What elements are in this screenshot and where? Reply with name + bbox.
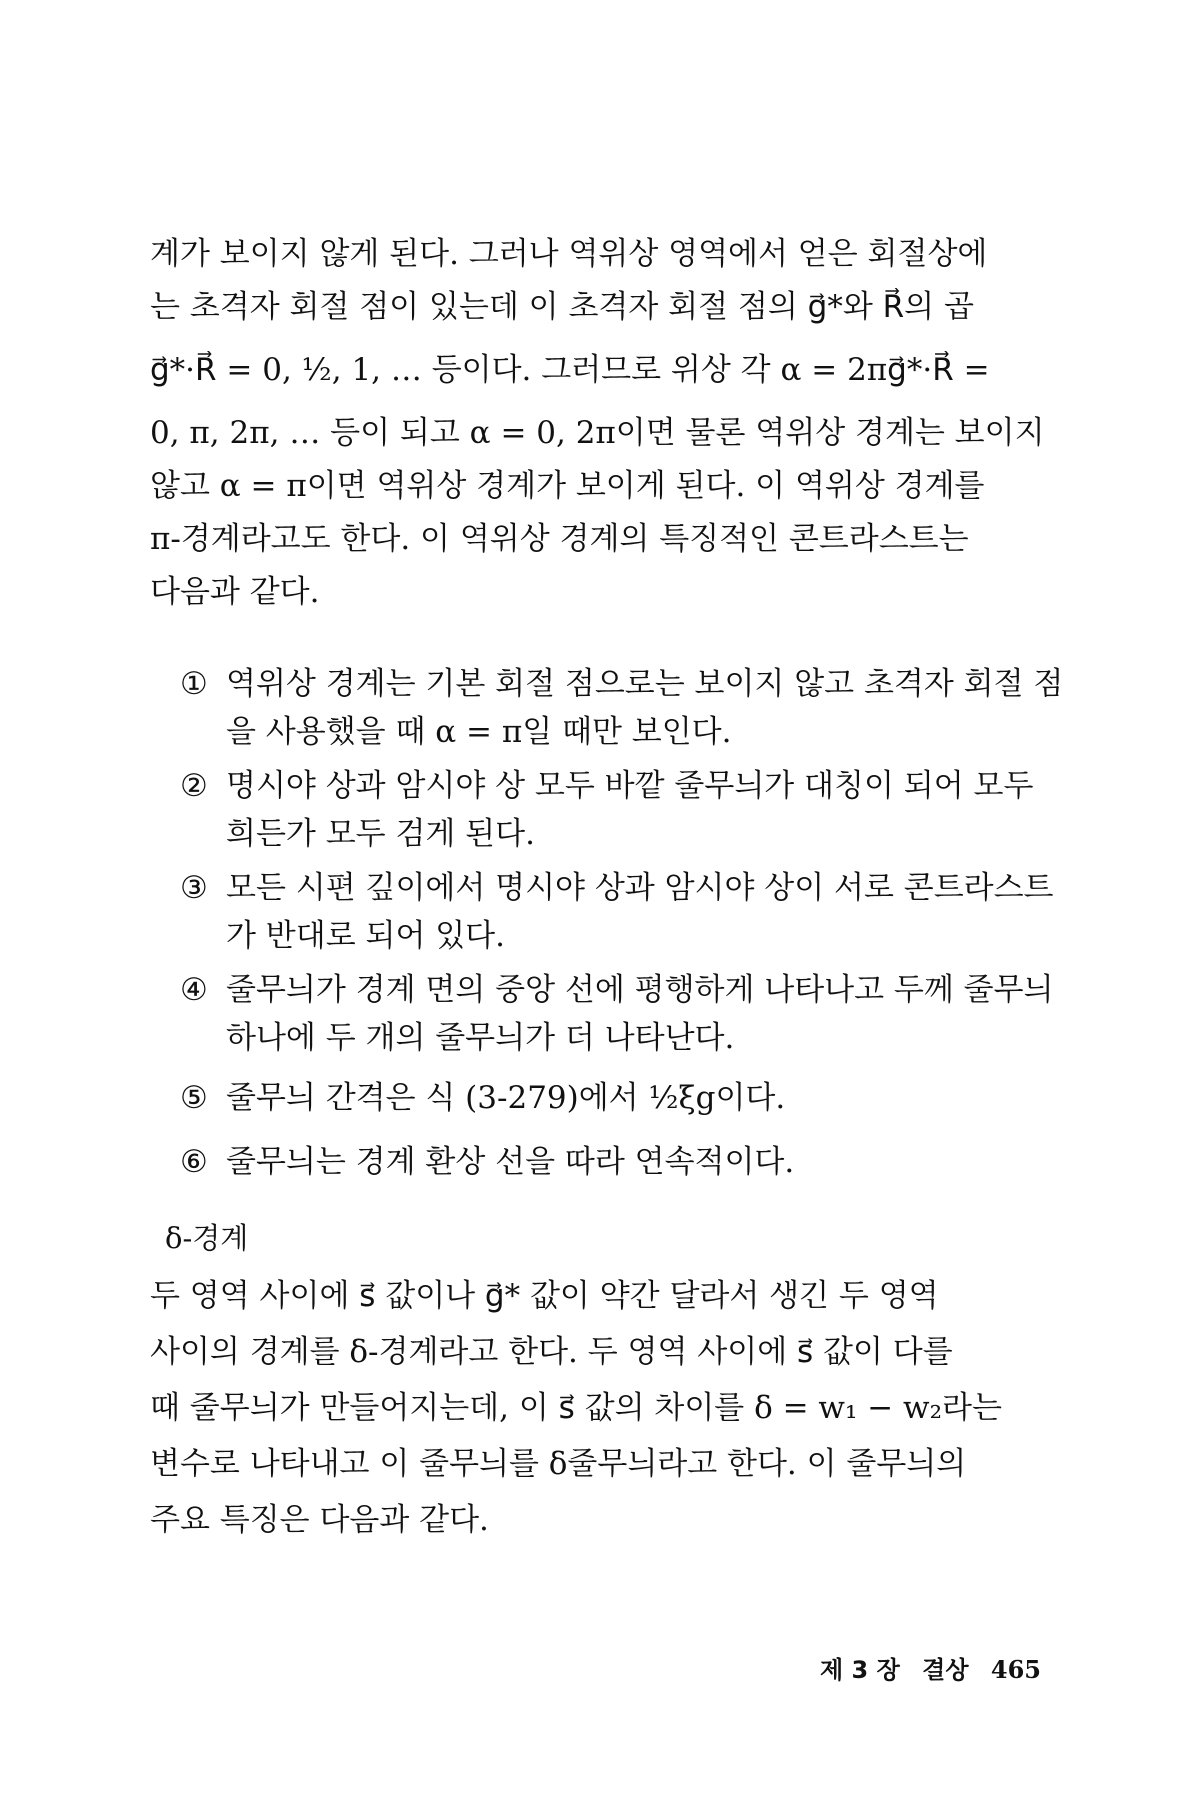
list-item [180,1074,1055,1122]
list-text-line: 하나에 두 개의 줄무늬가 더 나타난다. [226,1020,735,1056]
text-line: π-경계라고도 한다. 이 역위상 경계의 특징적인 콘트라스트는 [150,521,969,557]
chapter-label: 제 3 장 [820,1656,900,1684]
contrast-characteristics-list [180,660,1064,1192]
list-number: ⑥ [180,1144,208,1180]
text-line: 계가 보이지 않게 된다. 그러나 역위상 영역에서 얻은 회절상에 [150,236,988,272]
text-line: 는 초격자 회절 점이 있는데 이 초격자 회절 점의 g⃗*와 R⃗의 곱 [150,289,974,325]
list-item [180,864,1055,960]
list-text-line: 희든가 모두 검게 된다. [226,816,535,852]
chapter-title: 결상 [922,1656,969,1684]
list-text-line: 을 사용했을 때 α = π일 때만 보인다. [226,714,732,750]
text-line: 않고 α = π이면 역위상 경계가 보이게 된다. 이 역위상 경계를 [150,468,985,504]
list-number: ① [180,666,208,702]
paragraph-delta-boundary [150,1268,1055,1548]
list-number: ③ [180,870,208,906]
list-number: ⑤ [180,1080,208,1116]
list-item [180,660,1064,756]
paragraph-antiphase-boundary [150,228,1055,619]
list-text-line: 명시야 상과 암시야 상 모두 바깥 줄무늬가 대칭이 되어 모두 [226,768,1034,804]
list-item [180,1138,1055,1186]
list-item [180,966,1055,1062]
text-line: 변수로 나타내고 이 줄무늬를 δ줄무늬라고 한다. 이 줄무늬의 [150,1446,967,1482]
list-number: ④ [180,972,208,1008]
page-footer [820,1650,1041,1685]
list-text-line: 가 반대로 되어 있다. [226,918,505,954]
list-number: ② [180,768,208,804]
text-line: 사이의 경계를 δ-경계라고 한다. 두 영역 사이에 s⃗ 값이 다를 [150,1334,953,1370]
list-text-line: 모든 시편 깊이에서 명시야 상과 암시야 상이 서로 콘트라스트 [226,870,1054,906]
list-text-line: 줄무늬는 경계 환상 선을 따라 연속적이다. [226,1144,795,1180]
section-heading: δ-경계 [165,1221,249,1255]
text-line: 다음과 같다. [150,574,320,610]
list-item [180,762,1055,858]
text-line: 때 줄무늬가 만들어지는데, 이 s⃗ 값의 차이를 δ = w₁ − w₂라는 [150,1390,1002,1426]
text-line: 0, π, 2π, … 등이 되고 α = 0, 2π이면 물론 역위상 경계는 보이지 [150,415,1045,451]
list-text-line: 줄무늬 간격은 식 (3-279)에서 ½ξg이다. [226,1080,786,1116]
list-text-line: 줄무늬가 경계 면의 중앙 선에 평행하게 나타나고 두께 줄무늬 [226,972,1054,1008]
page-number: 465 [990,1655,1041,1684]
text-line: 두 영역 사이에 s⃗ 값이나 g⃗* 값이 약간 달라서 생긴 두 영역 [150,1278,939,1314]
text-line: g⃗*·R⃗ = 0, ½, 1, … 등이다. 그러므로 위상 각 α = 2πg⃗*·R⃗ = [150,352,990,388]
list-text-line: 역위상 경계는 기본 회절 점으로는 보이지 않고 초격자 회절 점 [226,666,1064,702]
text-line: 주요 특징은 다음과 같다. [150,1502,489,1538]
